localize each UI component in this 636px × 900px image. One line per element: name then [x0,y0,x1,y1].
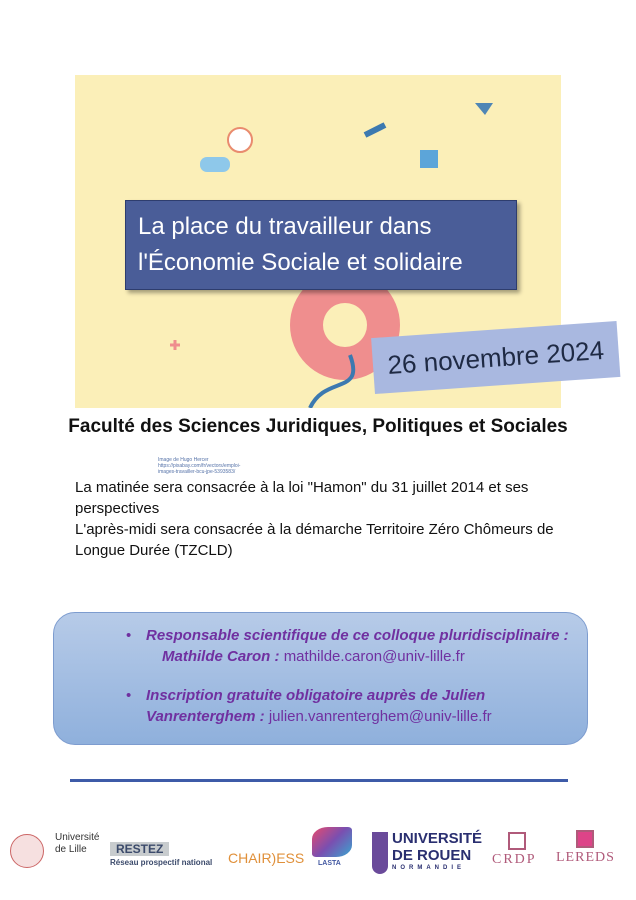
registration-name: Vanrenterghem : [146,708,265,725]
organizer-label: Responsable scientifique de ce colloque pluridisciplinaire : [146,627,569,644]
lightbulb-icon [228,128,252,152]
organizer-name: Mathilde Caron : [162,648,280,665]
intro-text [75,477,575,561]
speech-bubble-icon [200,157,230,172]
puzzle-icon [420,150,438,168]
faculty-heading: Faculté des Sciences Juridiques, Politiques et Sociales [68,416,568,437]
triangle-icon [475,103,493,115]
list-item: • Inscription gratuite obligatoire auprès de Julien Vanrenterghem : julien.vanrenterghem@univ-lille.fr [126,687,492,725]
chairess-logo: CHAIR)ESS [228,850,305,866]
lille-logo: Université de Lille [55,832,100,855]
list-item: • Responsable scientifique de ce colloque pluridisciplinaire : Mathilde Caron : mathilde.caron@univ-lille.fr [126,627,569,665]
crdp-logo: CRDP [492,852,537,867]
partner-logos [0,822,636,887]
rouen-u-icon [372,832,388,874]
contact-box [53,612,588,745]
divider [70,779,568,782]
lereds-logo: LEREDS [556,850,615,865]
restez-logo: RESTEZ [110,842,169,856]
wrench-icon [365,125,385,135]
event-title: La place du travailleur dans l'Économie Sociale et solidaire [125,200,517,290]
rouen-line-2: DE ROUEN [392,847,472,864]
lereds-emblem-icon [576,830,594,848]
restez-subtitle: Réseau prospectif national [110,858,213,867]
registration-label: Inscription gratuite obligatoire auprès de Julien [146,687,486,704]
rouen-line-1: UNIVERSITÉ [392,830,483,847]
rouen-line-3: NORMANDIE [392,865,465,871]
afternoon-description: L'après-midi sera consacrée à la démarche Territoire Zéro Chômeurs de Longue Durée (TZCLD) [75,521,554,559]
lasta-logo: LASTA [318,860,341,867]
crdp-emblem-icon [508,832,526,850]
event-date: 26 novembre 2024 [371,321,620,394]
image-credit: Image de Hugo Hercer https://pixabay.com/fr/vectors/emploi-images-travailler-bcu-jpe-5393583/ [158,457,241,475]
morning-description: La matinée sera consacrée à la loi "Hamon" du 31 juillet 2014 et ses perspectives [75,479,529,517]
rouen-logo [392,830,482,872]
registration-email[interactable]: julien.vanrenterghem@univ-lille.fr [268,708,492,725]
lasta-bird-icon [312,827,352,857]
faculty-seal-logo [10,834,44,868]
organizer-email[interactable]: mathilde.caron@univ-lille.fr [283,648,465,665]
